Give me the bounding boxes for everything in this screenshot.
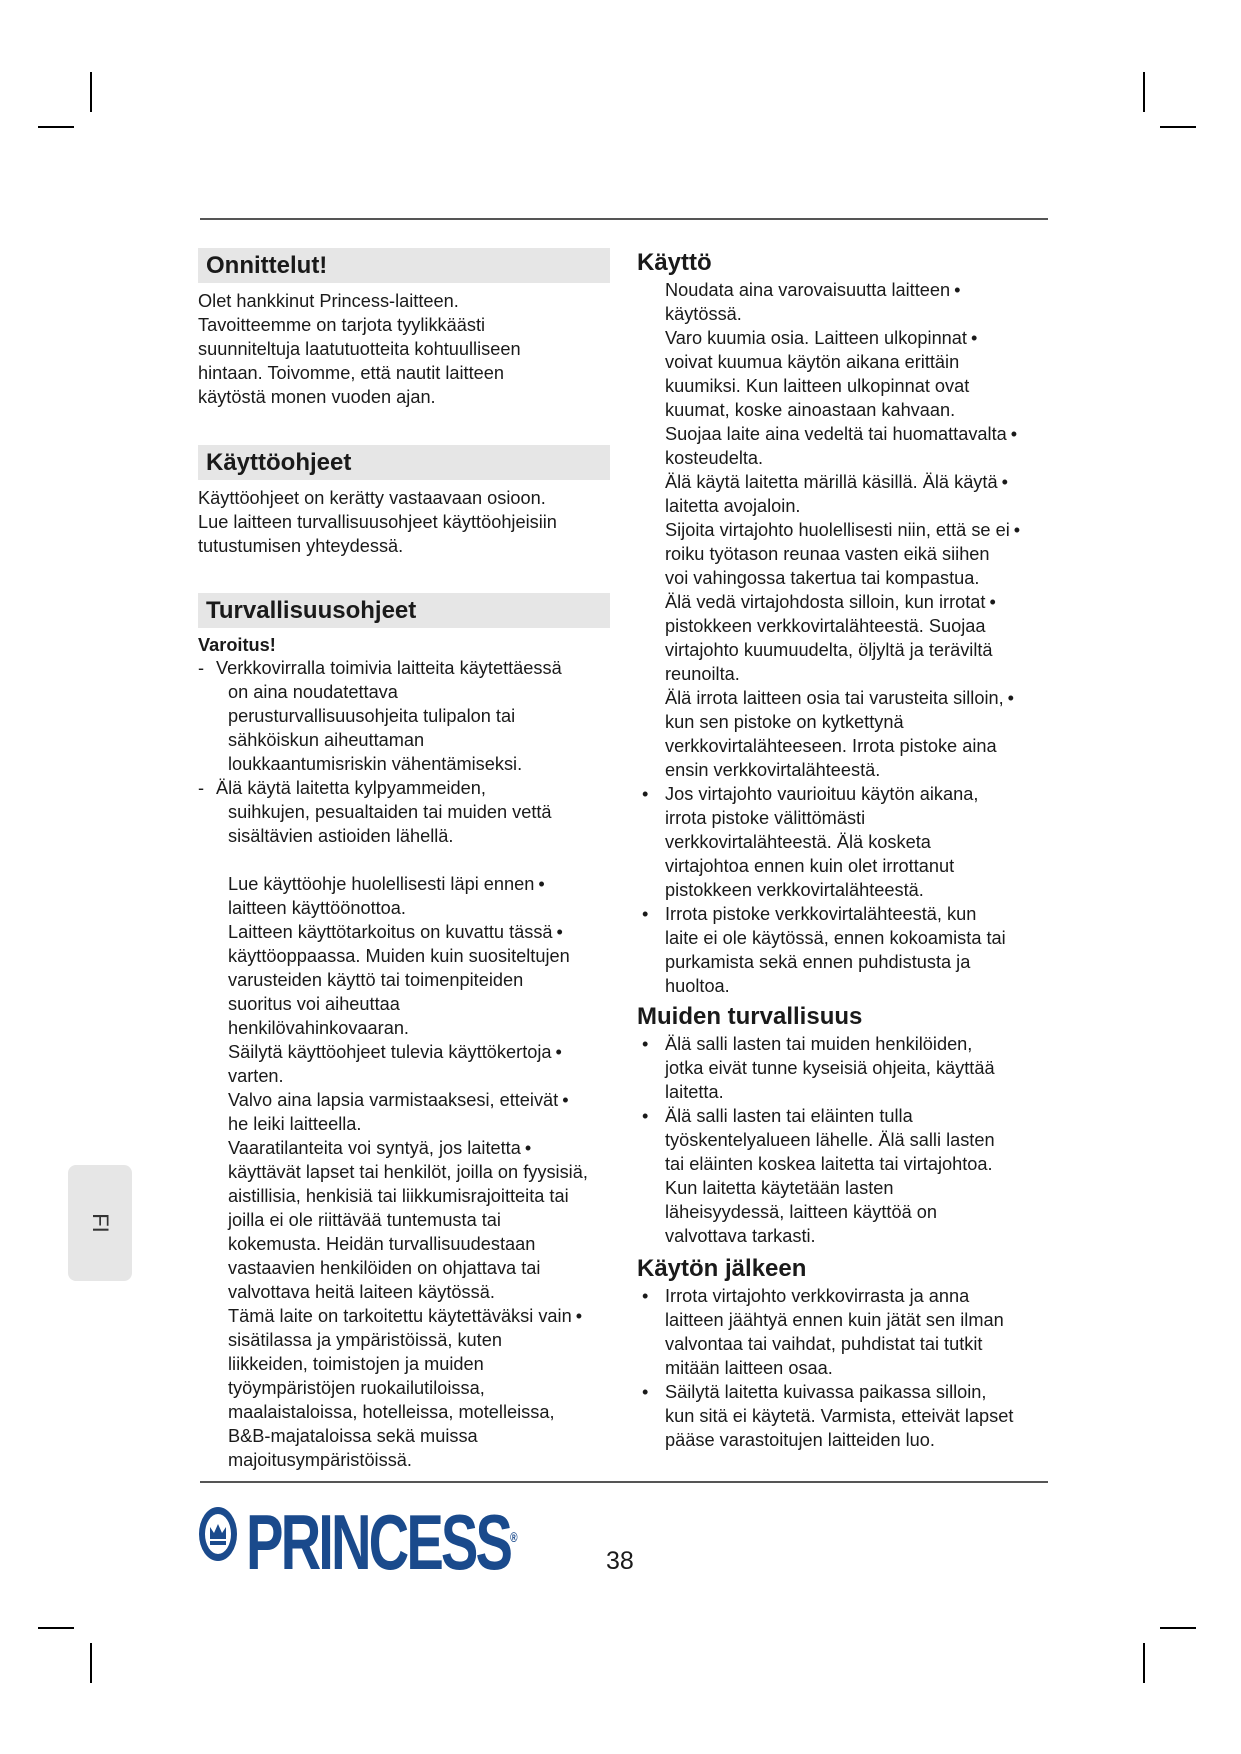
instruction-line: kokemusta. Heidän turvallisuudestaan bbox=[228, 1234, 536, 1254]
instruction-line: he leiki laitteella. bbox=[228, 1114, 362, 1134]
instruction-line: roiku työtason reunaa vasten eikä siihen bbox=[665, 544, 990, 564]
instruction-line: Säilytä käyttöohjeet tulevia käyttökertoja • bbox=[228, 1042, 562, 1062]
crop-mark bbox=[1143, 72, 1145, 112]
crop-mark bbox=[90, 1643, 92, 1683]
warning-title: Varoitus! bbox=[198, 635, 276, 655]
crop-mark bbox=[38, 126, 74, 128]
instruction-line: henkilövahinkovaaran. bbox=[228, 1018, 409, 1038]
instruction-line: Valvo aina lapsia varmistaaksesi, etteivät • bbox=[228, 1090, 569, 1110]
onnittelut-text: Olet hankkinut Princess-laitteen. Tavoitteemme on tarjota tyylikkäästi suunniteltuja laatutuotteita kohtuulliseen hintaan. Toivomme, että nautit laitteen käytöstä monen vuoden ajan. bbox=[198, 291, 521, 407]
instruction-line: laitteen käyttöönottoa. bbox=[228, 898, 406, 918]
safety-instructions-list bbox=[198, 872, 610, 1472]
page-number: 38 bbox=[606, 1547, 634, 1575]
jalkeen-bullets bbox=[637, 1284, 1069, 1452]
crop-mark bbox=[1160, 126, 1196, 128]
instruction-line: voivat kuumua käytön aikana erittäin bbox=[665, 352, 960, 372]
dash-item: - Älä käytä laitetta kylpyammeiden, suihkujen, pesualtaiden tai muiden vettä sisältävien astioiden lähellä. bbox=[198, 778, 552, 846]
section-heading-kaytto: Käyttö bbox=[637, 249, 712, 276]
instruction-line: työympäristöjen ruokailutiloissa, bbox=[228, 1378, 485, 1398]
instruction-line: käyttöoppaassa. Muiden kuin suositeltujen bbox=[228, 946, 570, 966]
instruction-line: aistillisia, henkisiä tai liikkumisrajoitteita tai bbox=[228, 1186, 569, 1206]
bullet-item: • Älä salli lasten tai eläinten tulla työskentelyalueen lähelle. Älä salli lasten tai eläinten koskea laitetta tai virtajohtoa. Kun laitetta käytetään lasten läheisyydessä, laitteen käyttöä on valvottava tarkasti. bbox=[642, 1106, 995, 1246]
instruction-line: käytössä. bbox=[665, 304, 742, 324]
instruction-line: verkkovirtalähteeseen. Irrota pistoke aina bbox=[665, 736, 997, 756]
instruction-line: Noudata aina varovaisuutta laitteen • bbox=[665, 280, 961, 300]
instruction-line: kosteudelta. bbox=[665, 448, 764, 468]
kayttoohjeet-text: Käyttöohjeet on kerätty vastaavaan osioon. Lue laitteen turvallisuusohjeet käyttöohjeisiin tutustumisen yhteydessä. bbox=[198, 488, 557, 556]
instruction-line: ensin verkkovirtalähteestä. bbox=[665, 760, 881, 780]
bullet-item: • Jos virtajohto vaurioituu käytön aikana, irrota pistoke välittömästi verkkovirtalähteestä. Älä kosketa virtajohtoa ennen kuin olet irrottanut pistokkeen verkkovirtalähteestä. bbox=[642, 784, 979, 900]
instruction-line: vastaavien henkilöiden on ohjattava tai bbox=[228, 1258, 541, 1278]
kaytto-bullets bbox=[637, 782, 1069, 998]
right-column bbox=[637, 248, 1069, 1452]
crown-icon bbox=[196, 1503, 240, 1565]
instruction-line: käyttävät lapset tai henkilöt, joilla on fyysisiä, bbox=[228, 1162, 588, 1182]
dash-item: - Verkkovirralla toimivia laitteita käytettäessä on aina noudatettava perusturvallisuusohjeita tulipalon tai sähköiskun aiheuttaman loukkaantumisriskin vähentämiseksi. bbox=[198, 658, 562, 774]
instruction-line: valvottava heitä laiteen käytössä. bbox=[228, 1282, 495, 1302]
instruction-line: maalaistaloissa, hotelleissa, motelleissa, bbox=[228, 1402, 555, 1422]
instruction-line: Älä vedä virtajohdosta silloin, kun irrotat • bbox=[665, 592, 996, 612]
brand-wordmark: PRINCESS® bbox=[246, 1498, 518, 1586]
instruction-line: Suojaa laite aina vedeltä tai huomattavalta • bbox=[665, 424, 1018, 444]
bullet-item: • Irrota virtajohto verkkovirrasta ja anna laitteen jäähtyä ennen kuin jätät sen ilman valvontaa tai vaihdat, puhdistat tai tutkit mitään laitteen osaa. bbox=[642, 1286, 1004, 1378]
princess-logo bbox=[196, 1498, 518, 1586]
section-heading-jalkeen: Käytön jälkeen bbox=[637, 1255, 807, 1282]
bullet-item: • Irrota pistoke verkkovirtalähteestä, kun laite ei ole käytössä, ennen kokoamista tai purkamista sekä ennen puhdistusta ja huoltoa. bbox=[642, 904, 1006, 996]
instruction-line: varten. bbox=[228, 1066, 284, 1086]
kaytto-list bbox=[637, 278, 1069, 782]
instruction-line: Sijoita virtajohto huolellisesti niin, että se ei • bbox=[665, 520, 1021, 540]
instruction-line: sisätilassa ja ympäristöissä, kuten bbox=[228, 1330, 502, 1350]
bullet-item: • Älä salli lasten tai muiden henkilöiden, jotka eivät tunne kyseisiä ohjeita, käyttää laitetta. bbox=[642, 1034, 995, 1102]
instruction-line: suoritus voi aiheuttaa bbox=[228, 994, 400, 1014]
top-rule bbox=[200, 218, 1048, 220]
bottom-rule bbox=[200, 1481, 1048, 1483]
instruction-line: pistokkeen verkkovirtalähteestä. Suojaa bbox=[665, 616, 986, 636]
instruction-line: reunoilta. bbox=[665, 664, 740, 684]
instruction-line: majoitusympäristöissä. bbox=[228, 1450, 412, 1470]
instruction-line: kun sen pistoke on kytkettynä bbox=[665, 712, 904, 732]
instruction-line: liikkeiden, toimistojen ja muiden bbox=[228, 1354, 484, 1374]
instruction-line: Vaaratilanteita voi syntyä, jos laitetta • bbox=[228, 1138, 532, 1158]
instruction-line: voi vahingossa takertua tai kompastua. bbox=[665, 568, 980, 588]
instruction-line: Laitteen käyttötarkoitus on kuvattu tässä • bbox=[228, 922, 563, 942]
bullet-item: • Säilytä laitetta kuivassa paikassa silloin, kun sitä ei käytetä. Varmista, etteivät lapset pääse varastoitujen laitteiden luo. bbox=[642, 1382, 1014, 1450]
instruction-line: Tämä laite on tarkoitettu käytettäväksi vain • bbox=[228, 1306, 583, 1326]
instruction-line: Varo kuumia osia. Laitteen ulkopinnat • bbox=[665, 328, 978, 348]
crop-mark bbox=[1160, 1627, 1196, 1629]
instruction-line: kuumat, koske ainoastaan kahvaan. bbox=[665, 400, 956, 420]
crop-mark bbox=[90, 72, 92, 112]
instruction-line: Lue käyttöohje huolellisesti läpi ennen • bbox=[228, 874, 545, 894]
muiden-bullets bbox=[637, 1032, 1069, 1248]
section-heading-kayttoohjeet: Käyttöohjeet bbox=[198, 445, 610, 480]
instruction-line: virtajohto kuumuudelta, öljyltä ja teräviltä bbox=[665, 640, 993, 660]
section-heading-onnittelut: Onnittelut! bbox=[198, 248, 610, 283]
left-column bbox=[198, 248, 610, 1472]
language-tab-label: FI bbox=[88, 1213, 113, 1233]
instruction-line: laitetta avojaloin. bbox=[665, 496, 801, 516]
section-heading-muiden: Muiden turvallisuus bbox=[637, 1003, 863, 1030]
instruction-line: varusteiden käyttö tai toimenpiteiden bbox=[228, 970, 524, 990]
language-tab bbox=[68, 1165, 132, 1281]
instruction-line: kuumiksi. Kun laitteen ulkopinnat ovat bbox=[665, 376, 970, 396]
instruction-line: Älä irrota laitteen osia tai varusteita silloin, • bbox=[665, 688, 1015, 708]
instruction-line: joilla ei ole riittävää tuntemusta tai bbox=[228, 1210, 501, 1230]
crop-mark bbox=[1143, 1643, 1145, 1683]
instruction-line: B&B-majataloissa sekä muissa bbox=[228, 1426, 478, 1446]
crop-mark bbox=[38, 1627, 74, 1629]
section-heading-turvallisuusohjeet: Turvallisuusohjeet bbox=[198, 593, 610, 628]
instruction-line: Älä käytä laitetta märillä käsillä. Älä käytä • bbox=[665, 472, 1008, 492]
